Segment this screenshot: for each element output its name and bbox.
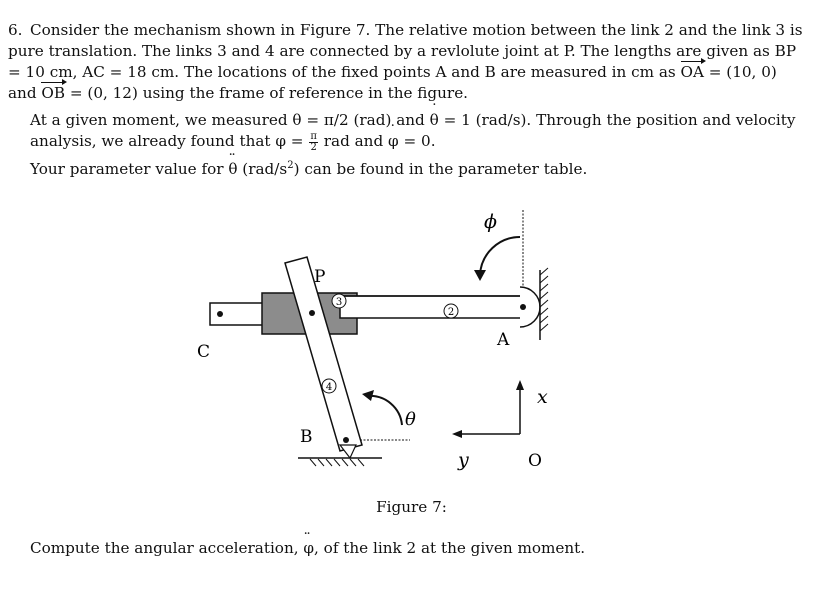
point-a-dot bbox=[520, 304, 526, 310]
final-text-a: Compute the angular acceleration, bbox=[30, 539, 304, 557]
label-theta: θ bbox=[405, 409, 416, 430]
p3-text-c: ) can be found in the parameter table. bbox=[293, 159, 588, 178]
pin-b bbox=[340, 445, 356, 458]
label-p: P bbox=[314, 267, 326, 287]
ground-a-hatch bbox=[540, 268, 548, 331]
theta-arc bbox=[368, 396, 402, 425]
link-4-label: 4 bbox=[325, 382, 333, 393]
figure-caption: Figure 7: bbox=[376, 498, 447, 516]
problem-number: 6. bbox=[8, 21, 23, 39]
p1-text-c: = (0, 12) using the frame of reference in the figure. bbox=[65, 84, 469, 102]
frac-denominator: 2 bbox=[310, 141, 317, 153]
phi-ddot: φ ¨ bbox=[303, 538, 314, 559]
theta-dot: θ ˙ bbox=[430, 110, 439, 131]
pi-over-two bbox=[309, 132, 318, 153]
phi-arc bbox=[480, 237, 520, 275]
point-c-dot bbox=[217, 311, 223, 317]
mechanism-figure bbox=[190, 200, 570, 490]
label-phi: ϕ bbox=[484, 211, 497, 233]
link-2-bar bbox=[340, 296, 526, 318]
p3-sup: 2 bbox=[287, 159, 294, 171]
problem-paragraph-2 bbox=[8, 110, 808, 153]
link-2-label: 2 bbox=[447, 307, 455, 318]
p3-text-b: (rad/s bbox=[237, 159, 288, 178]
vector-ob: OB bbox=[41, 84, 66, 102]
phi-dot: φ ˙ bbox=[388, 131, 399, 152]
p2-text-c: rad and bbox=[318, 132, 389, 150]
p1-text-b: = (10, 0) and bbox=[8, 63, 777, 102]
point-p-dot bbox=[309, 310, 315, 316]
theta-arrow-head bbox=[362, 390, 374, 401]
problem-paragraph-3 bbox=[8, 159, 808, 180]
p3-text-a: Your parameter value for bbox=[30, 159, 229, 178]
p1-text-a: Consider the mechanism shown in Figure 7. The relative motion between the link 2 and the link 3 is pure translation. The links 3 and 4 are connected by a revlolute joint at P. The lengths are given as BP = 10 cm, AC = 18 cm. The locations of the fixed points A and B are measured in cm as bbox=[8, 21, 803, 81]
p2-text-d: = 0. bbox=[398, 132, 436, 150]
point-b-dot bbox=[343, 437, 349, 443]
p2-text-b: = 1 (rad/s). Through the position and velocity analysis, we already found that φ = bbox=[30, 111, 796, 150]
label-c: C bbox=[197, 342, 211, 362]
x-axis-arrow bbox=[516, 380, 524, 390]
question-text bbox=[30, 538, 585, 559]
theta-ddot: θ ¨ bbox=[228, 159, 237, 180]
label-b: B bbox=[300, 427, 313, 447]
label-y: y bbox=[458, 449, 469, 471]
ground-b-hatch bbox=[310, 459, 364, 466]
problem-paragraph-1 bbox=[8, 20, 808, 104]
phi-arrow-head bbox=[474, 270, 486, 281]
problem-statement bbox=[8, 20, 808, 186]
frac-numerator: π bbox=[310, 130, 317, 142]
final-text-b: , of the link 2 at the given moment. bbox=[314, 539, 586, 557]
label-x: x bbox=[537, 386, 548, 408]
p2-text-a: At a given moment, we measured θ = π/2 (rad) and bbox=[30, 111, 430, 129]
label-a: A bbox=[497, 330, 510, 350]
y-axis-arrow bbox=[452, 430, 462, 438]
label-o: O bbox=[528, 451, 542, 471]
vector-oa: OA bbox=[680, 63, 704, 81]
link-3-label: 3 bbox=[335, 297, 343, 308]
